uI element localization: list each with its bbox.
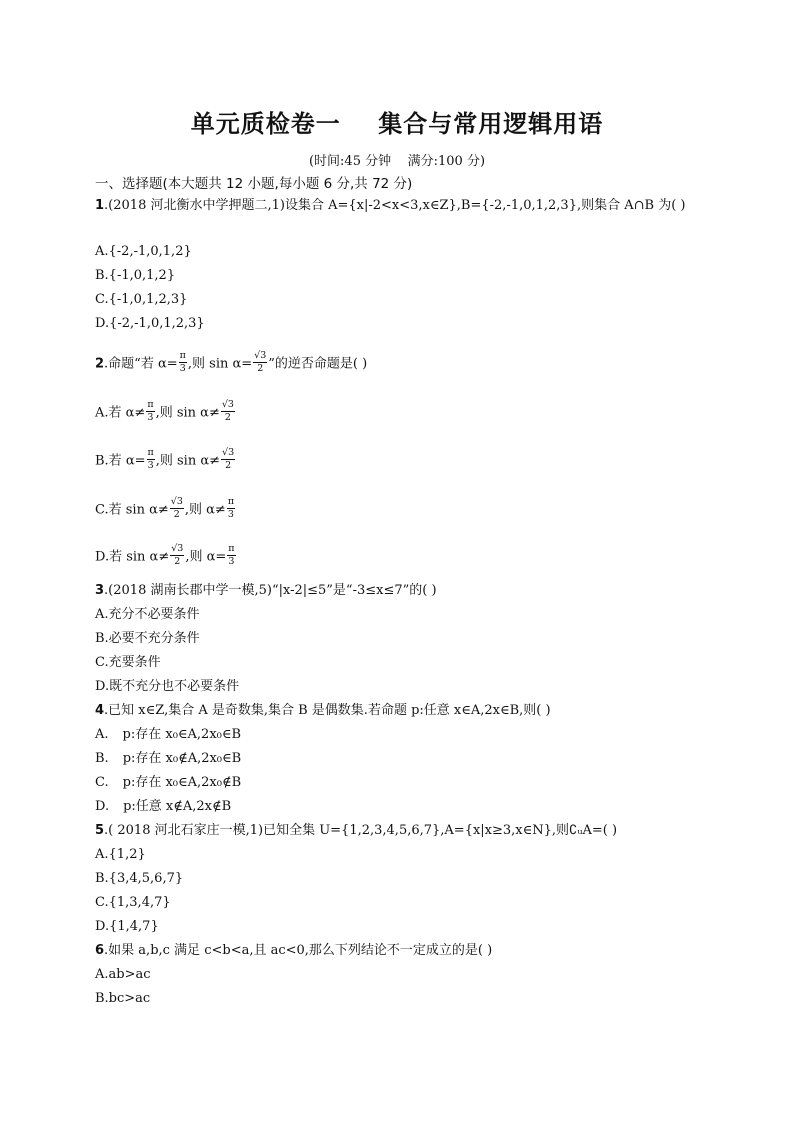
exam-info: (时间:45 分钟 满分:100 分) <box>308 154 486 169</box>
question-text: .( 2018 河北石家庄一模,1)已知全集 U={1,2,3,4,5,6,7},A={x|x≥3,x∈N},则∁ᵤA=( ) <box>104 823 618 838</box>
q3-option-b: B.必要不充分条件 <box>95 631 200 646</box>
question-6 <box>95 944 492 957</box>
q5-option-d: D.{1,4,7} <box>95 919 159 934</box>
question-number: 3 <box>95 583 105 598</box>
q5-option-c: C.{1,3,4,7} <box>95 895 171 910</box>
q3-option-d: D.既不充分也不必要条件 <box>95 679 240 694</box>
q4-option-c: C. p:存在 x₀∈A,2x₀∉B <box>95 775 242 790</box>
question-2: 2.命题“若 α= $\frac{\pi}{3}$ ,则 sin α= $\frac{√3}{2}$ ”的逆否命题是( ) <box>95 350 368 374</box>
q4-option-b: B. p:存在 x₀∉A,2x₀∈B <box>95 751 242 766</box>
question-1 <box>95 199 685 212</box>
question-text: .如果 a,b,c 满足 c<b<a,且 ac<0,那么下列结论不一定成立的是( ) <box>104 943 493 958</box>
q2-option-b: B.若 α= $\frac{\pi}{3}$ ,则 sin α≠ $\frac{√3}{2}$ <box>95 447 235 471</box>
page-title: 单元质检卷一 集合与常用逻辑用语 <box>190 110 604 138</box>
section-heading: 一、选择题(本大题共 12 小题,每小题 6 分,共 72 分) <box>95 176 413 192</box>
question-text: .(2018 湖南长郡中学一模,5)“|x-2|≤5”是“-3≤x≤7”的( ) <box>104 583 437 598</box>
question-text: .已知 x∈Z,集合 A 是奇数集,集合 B 是偶数集.若命题 p:任意 x∈A,2x∈B,则( ) <box>104 703 551 718</box>
q4-option-a: A. p:存在 x₀∈A,2x₀∈B <box>95 727 242 742</box>
q2-option-a: A.若 α≠ $\frac{\pi}{3}$ ,则 sin α≠ $\frac{√3}{2}$ <box>95 399 234 423</box>
question-3 <box>95 584 437 597</box>
question-text: .(2018 河北衡水中学押题二,1)设集合 A={x|-2<x<3,x∈Z},B={-2,-1,0,1,2,3},则集合 A∩B 为( ) <box>104 198 686 213</box>
q2-option-d: D.若 sin α≠ $\frac{√3}{2}$ ,则 α= $\frac{\pi}{3}$ <box>95 543 235 567</box>
fraction-pi-over-3: $\frac{\pi}{3}$ <box>179 350 186 374</box>
q1-option-b: B.{-1,0,1,2} <box>95 268 176 283</box>
q3-option-a: A.充分不必要条件 <box>95 607 200 622</box>
question-number: 5 <box>95 823 105 838</box>
q6-option-a: A.ab>ac <box>95 967 151 982</box>
q1-option-c: C.{-1,0,1,2,3} <box>95 292 188 307</box>
q2-option-c: C.若 sin α≠ $\frac{√3}{2}$ ,则 α≠ $\frac{\pi}{3}$ <box>95 496 235 520</box>
q1-option-a: A.{-2,-1,0,1,2} <box>95 244 192 259</box>
question-4 <box>95 704 551 717</box>
q6-option-b: B.bc>ac <box>95 991 151 1006</box>
question-number: 2 <box>95 356 105 372</box>
question-number: 6 <box>95 943 105 958</box>
q1-option-d: D.{-2,-1,0,1,2,3} <box>95 316 205 331</box>
question-5 <box>95 824 617 837</box>
fraction-sqrt3-over-2: $\frac{√3}{2}$ <box>254 350 267 374</box>
q5-option-b: B.{3,4,5,6,7} <box>95 871 184 886</box>
question-number: 4 <box>95 703 105 718</box>
q5-option-a: A.{1,2} <box>95 847 146 862</box>
q4-option-d: D. p:任意 x∉A,2x∉B <box>95 799 232 814</box>
question-text: .命题“若 α= <box>104 356 178 372</box>
q3-option-c: C.充要条件 <box>95 655 161 670</box>
question-number: 1 <box>95 198 105 213</box>
